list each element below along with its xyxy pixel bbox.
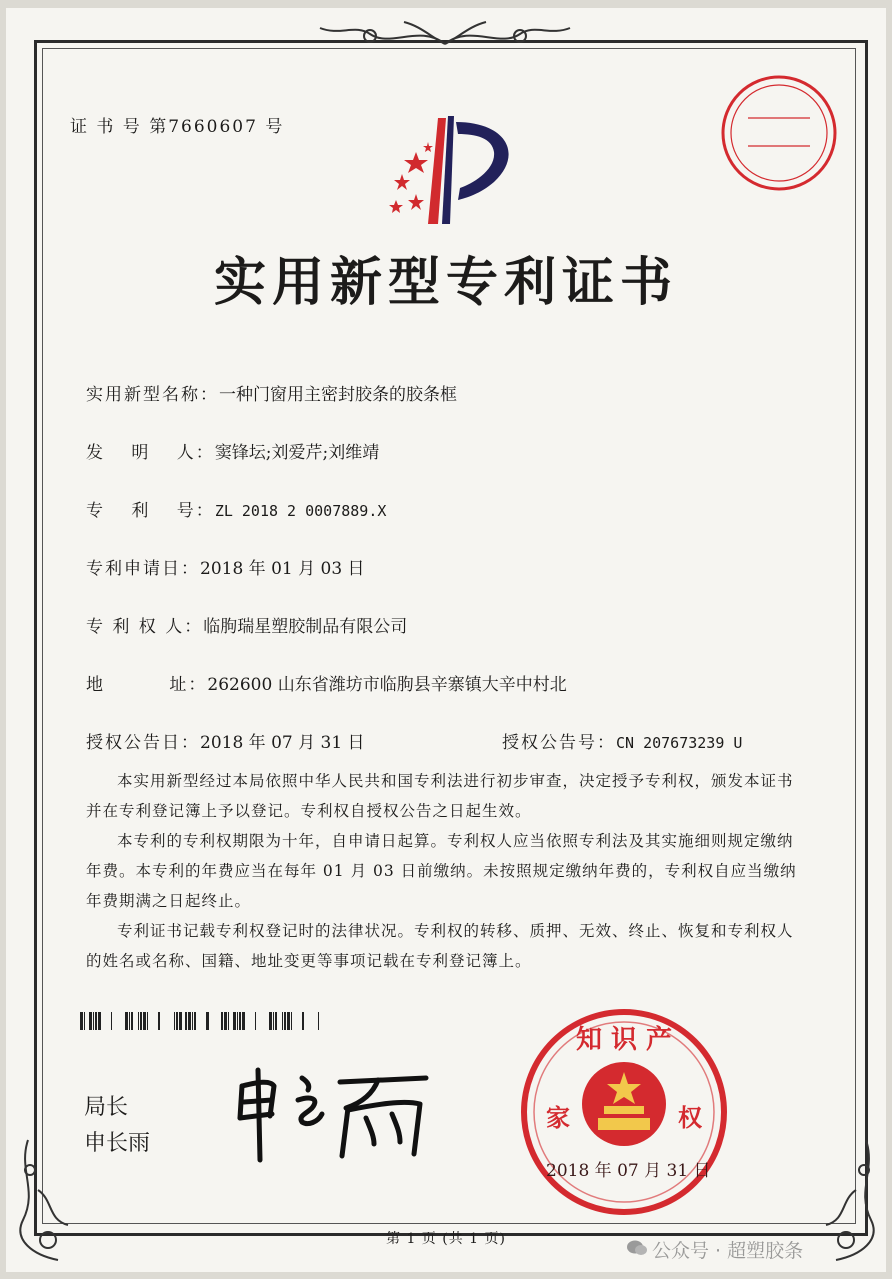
barcode-bar — [242, 1012, 245, 1030]
barcode-bar — [273, 1012, 274, 1030]
wechat-icon — [626, 1238, 648, 1258]
barcode-bar — [93, 1012, 94, 1030]
address-row — [86, 670, 567, 695]
certificate-number: 证 书 号 第7660607 号 — [70, 117, 285, 137]
address: 262600 山东省潍坊市临朐县辛寨镇大辛中村北 — [207, 675, 567, 695]
body-text — [86, 766, 806, 976]
field-label: 地 址： — [86, 675, 208, 695]
grant-date-row — [86, 728, 365, 753]
barcode — [80, 1012, 322, 1030]
barcode-bar — [95, 1012, 97, 1030]
paragraph-2: 本专利的专利权期限为十年，自申请日起算。专利权人应当依照专利法及其实施细则规定缴纳年费。本专利的年费应当在每年 01 月 03 日前缴纳。未按照规定缴纳年费的，专利权自应当缴纳年费期满之日起终止。 — [86, 832, 797, 910]
field-label: 授权公告号： — [502, 733, 616, 753]
top-ornament — [300, 14, 590, 54]
handwritten-signature — [228, 1056, 438, 1166]
barcode-bar — [239, 1012, 241, 1030]
grant-date: 2018 年 07 月 31 日 — [200, 733, 365, 753]
barcode-bar — [282, 1012, 283, 1030]
inventor-row — [86, 438, 379, 463]
barcode-bar — [89, 1012, 92, 1030]
patent-office-emblem — [376, 112, 526, 232]
paragraph-1: 本实用新型经过本局依照中华人民共和国专利法进行初步审查，决定授予专利权，颁发本证书并在专利登记簿上予以登记。专利权自授权公告之日起生效。 — [86, 772, 794, 820]
utility-model-name: 一种门窗用主密封胶条的胶条框 — [219, 385, 457, 405]
field-label: 专 利 号： — [86, 501, 215, 521]
barcode-bar — [192, 1012, 193, 1030]
patent-number: ZL 2018 2 0007889.X — [214, 502, 387, 520]
commissioner-title: 局长 — [84, 1095, 129, 1120]
barcode-bar — [140, 1012, 142, 1030]
barcode-bar — [185, 1012, 187, 1030]
barcode-bar — [302, 1012, 304, 1030]
barcode-bar — [158, 1012, 160, 1030]
barcode-bar — [147, 1012, 148, 1030]
barcode-bar — [194, 1012, 196, 1030]
commissioner-name: 申长雨 — [84, 1131, 151, 1156]
barcode-bar — [224, 1012, 227, 1030]
barcode-bar — [206, 1012, 209, 1030]
barcode-bar — [318, 1012, 319, 1030]
barcode-bar — [129, 1012, 130, 1030]
barcode-bar — [179, 1012, 182, 1030]
field-label: 实用新型名称： — [86, 385, 219, 405]
barcode-bar — [275, 1012, 277, 1030]
watermark-text: 公众号 · 超塑胶条 — [652, 1240, 804, 1262]
field-label: 授权公告日： — [86, 733, 200, 753]
barcode-bar — [84, 1012, 85, 1030]
barcode-bar — [188, 1012, 191, 1030]
grant-number-row — [502, 728, 742, 753]
field-label: 专 利 权 人： — [86, 617, 204, 637]
utility-model-name-row — [86, 380, 457, 405]
barcode-bar — [138, 1012, 139, 1030]
filing-date: 2018 年 01 月 03 日 — [200, 559, 365, 579]
field-label: 专利申请日： — [86, 559, 200, 579]
barcode-bar — [269, 1012, 272, 1030]
barcode-bar — [287, 1012, 290, 1030]
barcode-bar — [237, 1012, 238, 1030]
barcode-bar — [80, 1012, 83, 1030]
barcode-bar — [98, 1012, 101, 1030]
barcode-bar — [131, 1012, 133, 1030]
paragraph-3: 专利证书记载专利权登记时的法律状况。专利权的转移、质押、无效、终止、恢复和专利权人的姓名或名称、国籍、地址变更等事项记载在专利登记簿上。 — [86, 922, 794, 970]
official-seal — [518, 1006, 730, 1218]
barcode-bar — [176, 1012, 178, 1030]
barcode-bar — [255, 1012, 256, 1030]
inventors: 窦锋坛;刘爱芹;刘维靖 — [214, 443, 380, 463]
document-title: 实用新型专利证书 — [213, 253, 678, 313]
seal-date: 2018 年 07 月 31 日 — [546, 1161, 711, 1181]
barcode-bar — [221, 1012, 223, 1030]
svg-text:知 识 产: 知 识 产 — [575, 1025, 673, 1055]
barcode-bar — [291, 1012, 292, 1030]
patentee: 临朐瑞星塑胶制品有限公司 — [203, 617, 408, 637]
barcode-bar — [228, 1012, 229, 1030]
patent-number-row — [86, 496, 386, 521]
barcode-bar — [111, 1012, 112, 1030]
barcode-bar — [143, 1012, 146, 1030]
barcode-bar — [233, 1012, 236, 1030]
svg-text:家: 家 — [546, 1104, 570, 1132]
page-number: 第 1 页 (共 1 页) — [386, 1231, 506, 1247]
svg-text:权: 权 — [678, 1104, 702, 1132]
barcode-bar — [125, 1012, 128, 1030]
barcode-bar — [284, 1012, 286, 1030]
grant-number: CN 207673239 U — [616, 734, 743, 752]
barcode-bar — [174, 1012, 175, 1030]
tax-stamp — [718, 72, 840, 198]
filing-date-row — [86, 554, 365, 579]
field-label: 发 明 人： — [86, 443, 215, 463]
patentee-row — [86, 612, 407, 637]
